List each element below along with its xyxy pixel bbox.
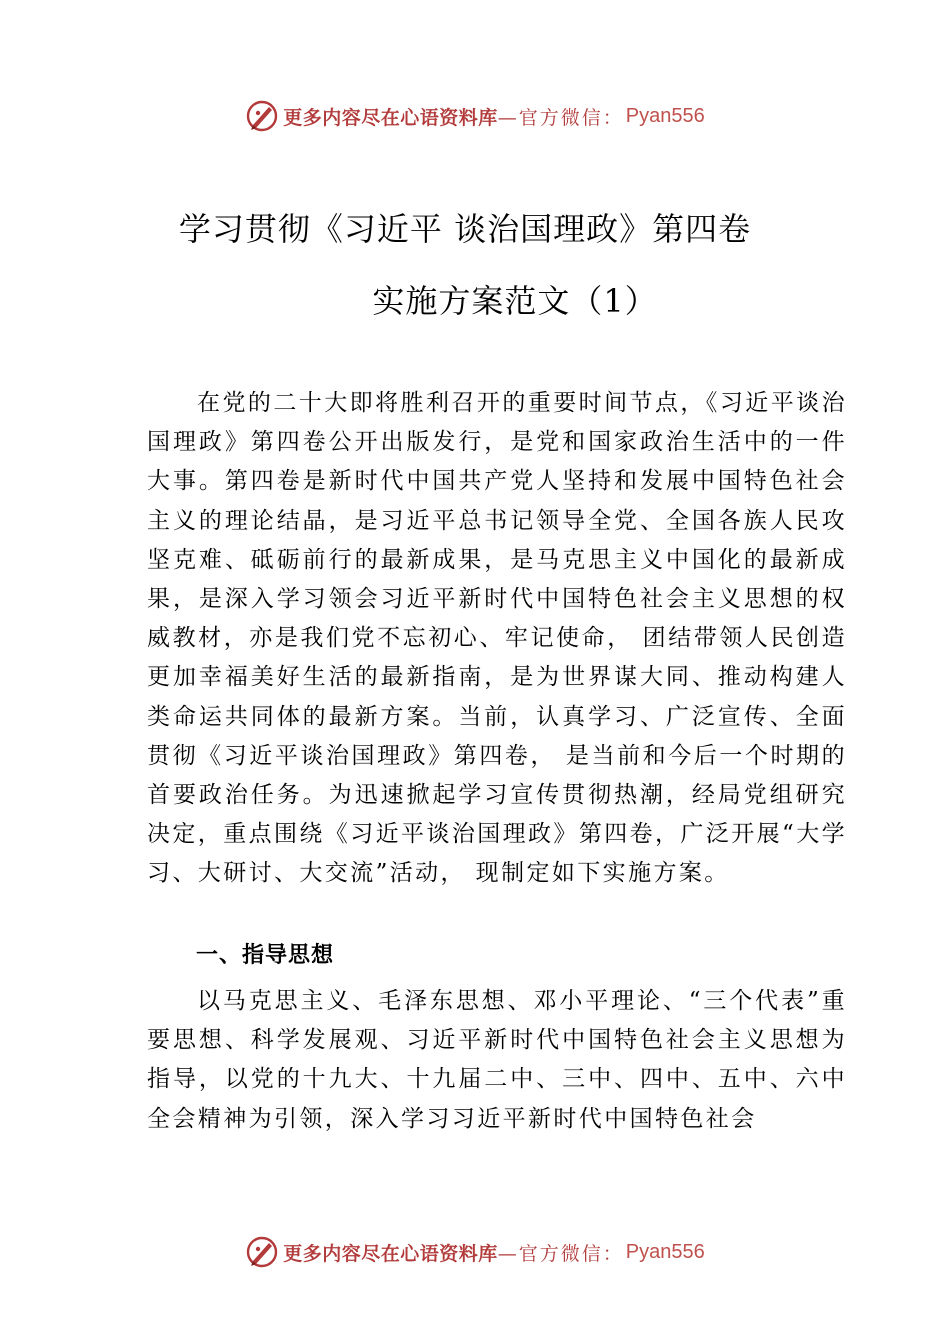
watermark-wechat-id: Pyan556 — [625, 1240, 705, 1263]
watermark-official: —官方微信： — [497, 106, 624, 129]
watermark-official: —官方微信： — [497, 1242, 624, 1265]
guiding-ideology-paragraph: 以马克思主义、毛泽东思想、邓小平理论、“三个代表”重要思想、科学发展观、习近平新时代中国特色社会主义思想为指导，以党的十九大、十九届二中、三中、四中、五中、六中全会精神为引领，深入学习习近平新时代中国特色社会 — [147, 988, 847, 1132]
document-title-line1: 学习贯彻《习近平 谈治国理政》第四卷 — [178, 210, 752, 248]
footer-watermark — [0, 1232, 950, 1272]
header-watermark — [0, 96, 950, 136]
watermark-wechat-id: Pyan556 — [625, 104, 705, 127]
section-heading-guiding-ideology: 一、指导思想 — [196, 943, 335, 968]
pen-seal-logo-icon — [245, 99, 279, 133]
pen-seal-logo-icon — [245, 1235, 279, 1269]
watermark-brand: 更多内容尽在心语资料库 — [283, 106, 498, 129]
watermark-brand: 更多内容尽在心语资料库 — [283, 1242, 498, 1265]
intro-paragraph: 在党的二十大即将胜利召开的重要时间节点，《习近平谈治国理政》第四卷公开出版发行，是党和国家政治生活中的一件大事。第四卷是新时代中国共产党人坚持和发展中国特色社会主义的理论结晶，是习近平总书记领导全党、全国各族人民攻坚克难、砥砺前行的最新成果，是马克思主义中国化的最新成果，是深入学习领会习近平新时代中国特色社会主义思想的权威教材，亦是我们党不忘初心、牢记使命， 团结带领人民创造更加幸福美好生活的最新指南，是为世界谋大同、推动构建人类命运共同体的最新方案。当前，认真学习、广泛宣传、全面贯彻《习近平谈治国理政》第四卷， 是当前和今后一个时期的首要政治任务。为迅速掀起学习宣传贯彻热潮，经局党组研究决定，重点围绕《习近平谈治国理政》第四卷，广泛开展“大学习、大研讨、大交流”活动， 现制定如下实施方案。 — [147, 390, 847, 887]
document-title-line2: 实施方案范文（1） — [372, 282, 658, 320]
